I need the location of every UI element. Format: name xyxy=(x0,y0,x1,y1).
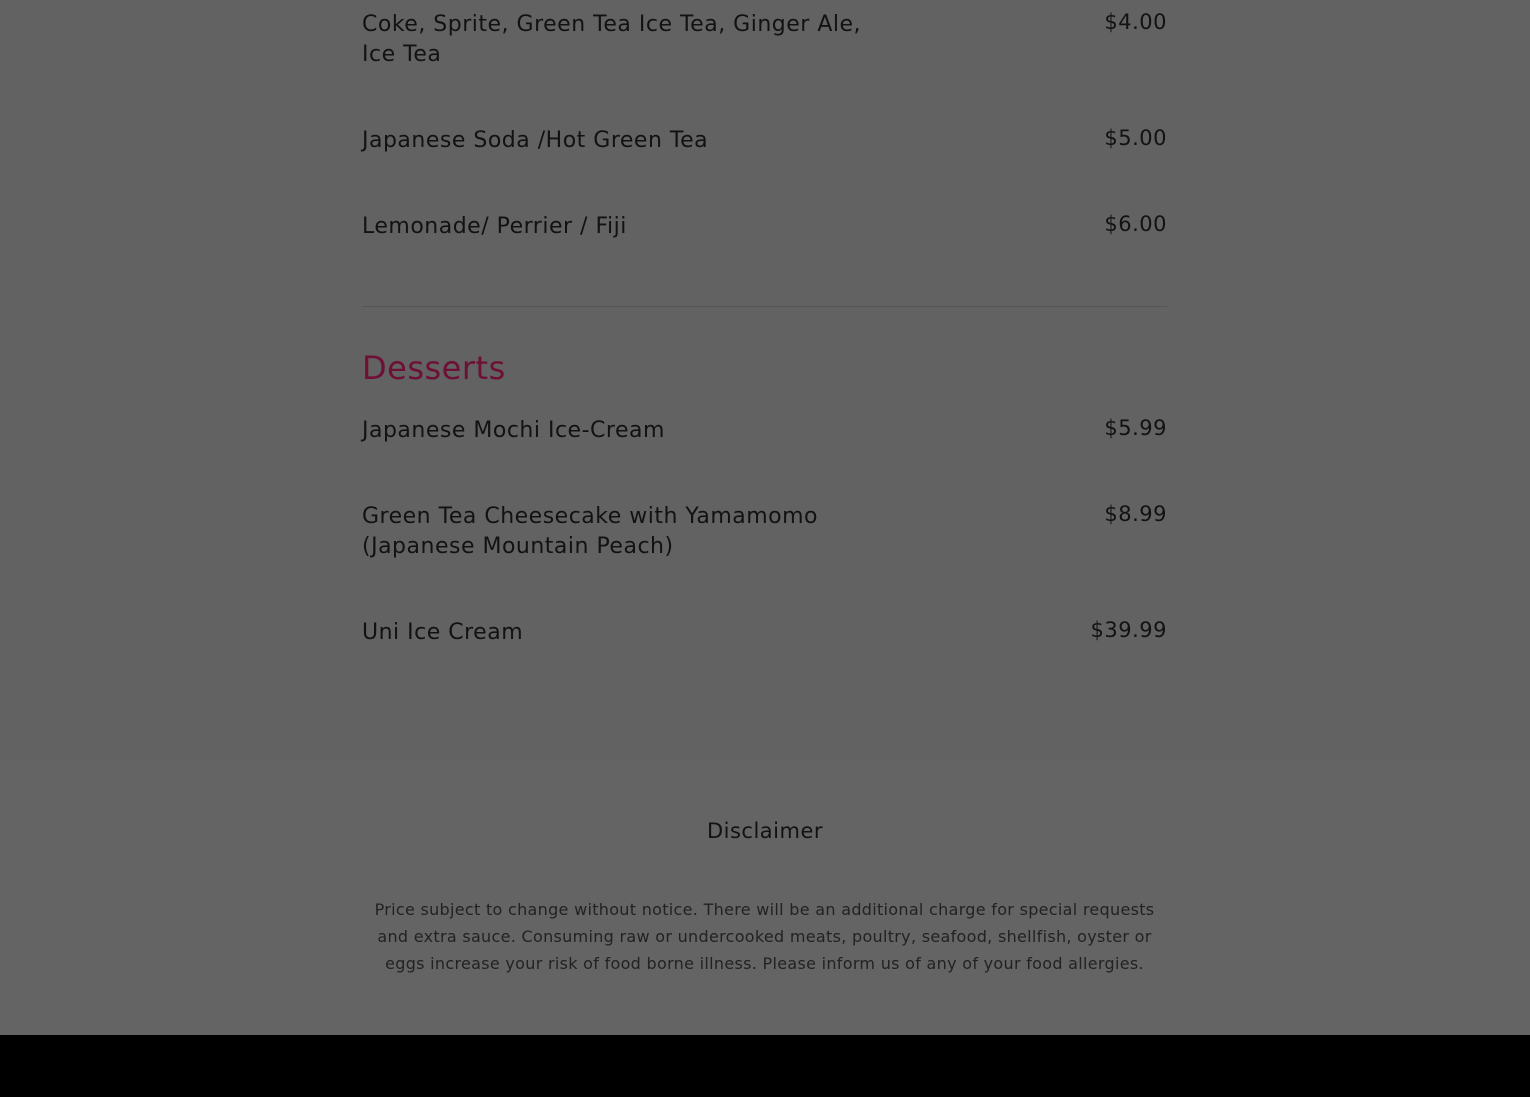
menu-item xyxy=(362,10,1167,80)
menu-item-name: Coke, Sprite, Green Tea Ice Tea, Ginger Ale, Ice Tea xyxy=(362,12,862,67)
disclaimer-section xyxy=(0,760,1530,1035)
menu-item xyxy=(362,212,1167,252)
menu-item-price: $4.00 xyxy=(1104,10,1167,34)
menu-item xyxy=(362,618,1167,658)
menu-item xyxy=(362,416,1167,456)
menu-item-name: Uni Ice Cream xyxy=(362,620,524,645)
menu-item-price: $6.00 xyxy=(1104,212,1167,236)
menu-item-price: $39.99 xyxy=(1090,618,1167,642)
menu-container xyxy=(362,0,1167,760)
menu-item xyxy=(362,126,1167,166)
footer xyxy=(0,1035,1530,1097)
section-divider xyxy=(362,306,1167,307)
menu-item-price: $8.99 xyxy=(1104,502,1167,526)
disclaimer-text: Price subject to change without notice. There will be an additional charge for special requests and extra sauce. Consuming raw or undercooked meats, poultry, seafood, shellfish, oyster or eggs increase your risk of food borne illness. Please inform us of any of your food allergies. xyxy=(374,900,1155,973)
menu-item-price: $5.00 xyxy=(1104,126,1167,150)
menu-item-name: Lemonade/ Perrier / Fiji xyxy=(362,214,627,239)
menu-item xyxy=(362,502,1167,572)
menu-item-name: Japanese Soda /Hot Green Tea xyxy=(362,128,709,153)
disclaimer-title: Disclaimer xyxy=(706,819,824,843)
menu-item-name: Green Tea Cheesecake with Yamamomo (Japanese Mountain Peach) xyxy=(362,504,819,559)
menu-item-name: Japanese Mochi Ice-Cream xyxy=(362,418,665,443)
section-title-desserts: Desserts xyxy=(362,349,506,387)
menu-item-price: $5.99 xyxy=(1104,416,1167,440)
